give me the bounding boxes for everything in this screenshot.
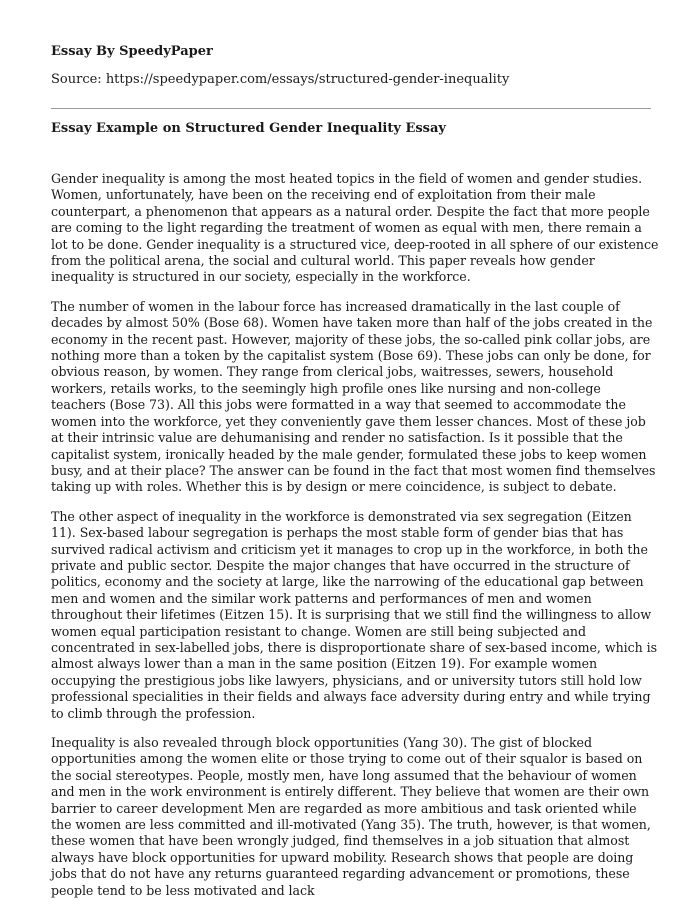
horizontal-divider	[51, 108, 651, 109]
essay-paragraph: The number of women in the labour force has increased dramatically in the last couple of decades by almost 50% (Bose 68). Women have taken more than half of the jobs created in the economy in the recent past. However, majority of these jobs, the so-called pink collar jobs, are nothing more than a token by the capitalist system (Bose 69). These jobs can only be done, for obvious reason, by women. They range from clerical jobs, waitresses, sewers, household workers, retails works, to the seemingly high profile ones like nursing and non-college teachers (Bose 73). All this jobs were formatted in a way that seemed to accommodate the women into the workforce, yet they conveniently gave them lesser chances. Most of these job at their intrinsic value are dehumanising and render no satisfaction. Is it possible that the capitalist system, ironically headed by the male gender, formulated these jobs to keep women busy, and at their place? The answer can be found in the fact that most women find themselves taking up with roles. Whether this is by design or mere coincidence, is subject to debate.	[51, 298, 656, 495]
essay-paragraph: Inequality is also revealed through block opportunities (Yang 30). The gist of blocked opportunities among the women elite or those trying to come out of their squalor is based on the social stereotypes. People, mostly men, have long assumed that the behaviour of women and men in the work environment is entirely different. They believe that women are their own barrier to career development Men are regarded as more ambitious and task oriented while the women are less committed and ill-motivated (Yang 35). The truth, however, is that women, these women that have been wrongly judged, find themselves in a job situation that almost always have block opportunities for upward mobility. Research shows that people are doing jobs that do not have any returns guaranteed regarding advancement or promotions, these people tend to be less motivated and lack	[51, 735, 651, 898]
source-label: Source:	[51, 72, 106, 87]
source-line	[51, 72, 509, 87]
essay-body	[51, 171, 659, 912]
source-link[interactable]: https://speedypaper.com/essays/structured-gender-inequality	[105, 72, 510, 87]
essay-paragraph: The other aspect of inequality in the workforce is demonstrated via sex segregation (Eitzen 11). Sex-based labour segregation is perhaps the most stable form of gender bias that has survived radical activism and criticism yet it manages to crop up in the workforce, in both the private and public sector. Despite the major changes that have occurred in the structure of politics, economy and the society at large, like the narrowing of the educational gap between men and women and the similar work patterns and performances of men and women throughout their lifetimes (Eitzen 15). It is surprising that we still find the willingness to allow women equal participation resistant to change. Women are still being subjected and concentrated in sex-labelled jobs, there is disproportionate share of sex-based income, which is almost always lower than a man in the same position (Eitzen 19). For example women occupying the prestigious jobs like lawyers, physicians, and or university tutors still hold low professional specialities in their fields and always face adversity during entry and while trying to climb through the profession.	[51, 508, 658, 721]
essay-paragraph: Gender inequality is among the most heated topics in the field of women and gender studies. Women, unfortunately, have been on the receiving end of exploitation from their male counterpart, a phenomenon that appears as a natural order. Despite the fact that more people are coming to the light regarding the treatment of women as equal with men, there remain a lot to be done. Gender inequality is a structured vice, deep-rooted in all sphere of our existence from the political arena, the social and cultural world. This paper reveals how gender inequality is structured in our society, especially in the workforce.	[51, 171, 659, 285]
essay-title: Essay Example on Structured Gender Inequality Essay	[51, 121, 446, 136]
document-title: Essay By SpeedyPaper	[51, 44, 213, 59]
